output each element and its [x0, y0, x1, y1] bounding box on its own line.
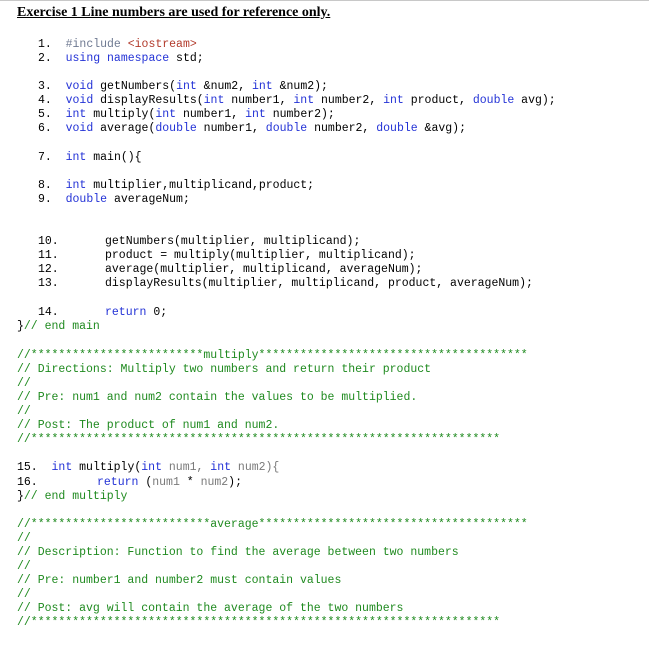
end-main-line: }// end main: [17, 320, 100, 333]
code-line-16: 16.: [17, 476, 38, 489]
code-line-5: 5. int multiply(int number1, int number2);: [38, 108, 335, 121]
code-line-13: 13.: [38, 277, 59, 290]
average-stars: //********************************************************************: [17, 616, 501, 629]
code-line-10: 10.: [38, 235, 59, 248]
code-line-12-text: average(multiplier, multiplicand, averageNum);: [105, 263, 423, 276]
multiply-directions: // Directions: Multiply two numbers and return their product: [17, 363, 432, 376]
code-line-7: 7. int main(){: [38, 151, 142, 164]
end-multiply-line: }// end multiply: [17, 490, 128, 503]
code-line-14: 14.: [38, 306, 59, 319]
code-line-4: 4. void displayResults(int number1, int number2, int product, double avg);: [38, 94, 556, 107]
comment-blank: //: [17, 560, 31, 573]
exercise-title: Exercise 1 Line numbers are used for reference only.: [17, 5, 331, 20]
multiply-post: // Post: The product of num1 and num2.: [17, 419, 280, 432]
code-line-13-text: displayResults(multiplier, multiplicand, product, averageNum);: [105, 277, 533, 290]
code-line-8: 8. int multiplier,multiplicand,product;: [38, 179, 315, 192]
code-line-10-text: getNumbers(multiplier, multiplicand);: [105, 235, 361, 248]
code-line-16-text: return (num1 * num2);: [97, 476, 242, 489]
code-line-14-text: return 0;: [105, 306, 168, 319]
comment-blank: //: [17, 405, 31, 418]
top-border: [0, 0, 649, 1]
code-line-6: 6. void average(double number1, double number2, double &avg);: [38, 122, 466, 135]
average-post: // Post: avg will contain the average of the two numbers: [17, 602, 404, 615]
code-line-12: 12.: [38, 263, 59, 276]
code-line-11: 11.: [38, 249, 59, 262]
average-pre: // Pre: number1 and number2 must contain values: [17, 574, 342, 587]
average-banner: //**************************average***************************************: [17, 518, 528, 531]
comment-blank: //: [17, 588, 31, 601]
code-line-11-text: product = multiply(multiplier, multiplicand);: [105, 249, 416, 262]
code-line-15: 15. int multiply(int num1, int num2){: [17, 461, 280, 474]
comment-blank: //: [17, 532, 31, 545]
comment-blank: //: [17, 377, 31, 390]
code-line-3: 3. void getNumbers(int &num2, int &num2);: [38, 80, 328, 93]
code-line-1: 1. #include <iostream>: [38, 38, 197, 51]
multiply-banner: //*************************multiply***************************************: [17, 349, 528, 362]
multiply-stars: //********************************************************************: [17, 433, 501, 446]
code-line-2: 2. using namespace std;: [38, 52, 204, 65]
average-description: // Description: Function to find the average between two numbers: [17, 546, 459, 559]
multiply-pre: // Pre: num1 and num2 contain the values to be multiplied.: [17, 391, 418, 404]
code-line-9: 9. double averageNum;: [38, 193, 190, 206]
